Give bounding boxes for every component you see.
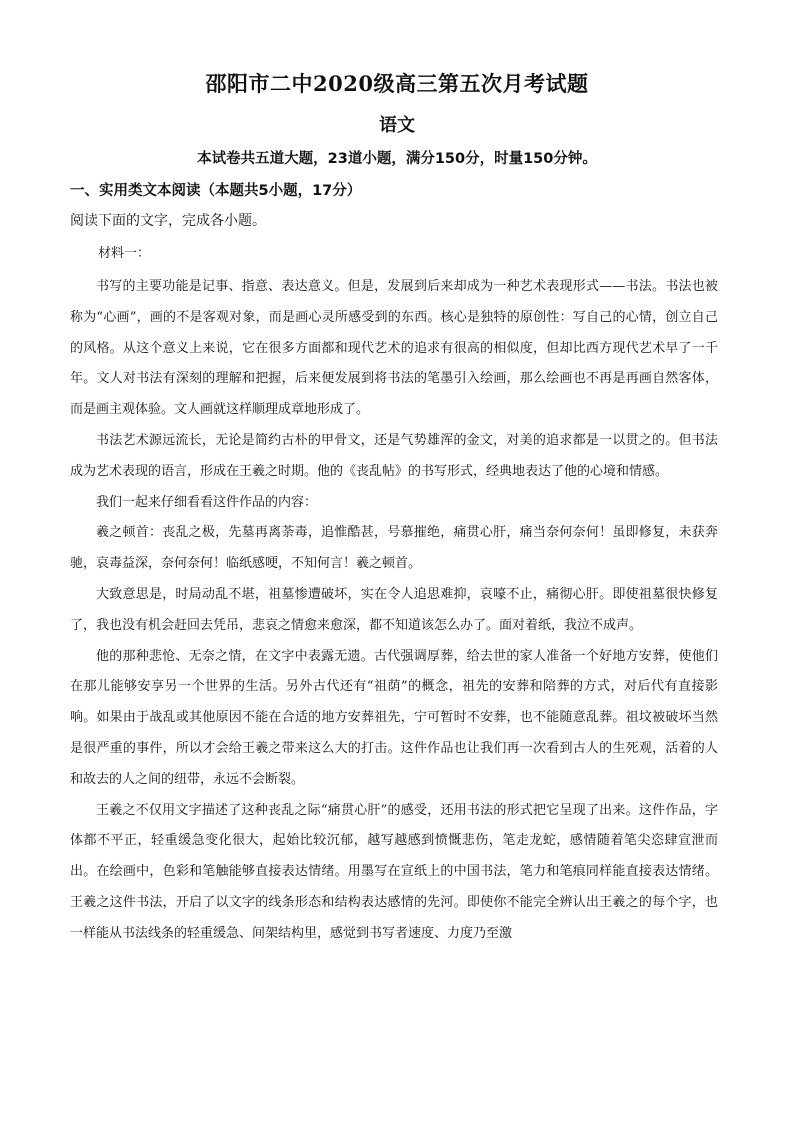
passage-paragraph: 书写的主要功能是记事、指意、表达意义。但是，发展到后来却成为一种艺术表现形式——书法。书法也被称为“心画”，画的不是客观对象，而是画心灵所感受到的东西。核心是独特的原创性：写自己的心情，创立自己的风格。从这个意义上来说，它在很多方面都和现代艺术的追求有很高的相似度，但却比西方现代艺术早了一千年。文人对书法有深刻的理解和把握，后来便发展到将书法的笔墨引入绘画，那么绘画也不再是再画自然客体，而是画主观体验。文人画就这样顺理成章地形成了。 <box>70 279 718 418</box>
reading-prompt: 阅读下面的文字，完成各小题。 <box>70 213 266 229</box>
exam-instructions: 本试卷共五道大题，23道小题，满分150分，时量150分钟。 <box>197 151 597 167</box>
passage-paragraph: 羲之顿首：丧乱之极，先墓再离荼毒，追惟酷甚，号慕摧绝，痛贯心肝，痛当奈何奈何！虽即修复，未获奔驰，哀毒益深，奈何奈何！临纸感哽，不知何言！羲之顿首。 <box>70 525 718 572</box>
passage-body <box>70 272 718 950</box>
subject-heading: 语文 <box>379 115 415 136</box>
passage-paragraph: 王羲之不仅用文字描述了这种丧乱之际“痛贯心肝”的感受，还用书法的形式把它呈现了出来。这件作品，字体都不平正，轻重缓急变化很大，起始比较沉郁，越写越感到愤慨悲伤，笔走龙蛇，感情随着笔尖恣肆宣泄而出。在绘画中，色彩和笔触能够直接表达情绪。用墨写在宣纸上的中国书法，笔力和笔痕同样能直接表达情绪。王羲之这件书法，开启了以文字的线条形态和结构表达感情的先河。即使你不能完全辨认出王羲之的每个字，也一样能从书法线条的轻重缓急、间架结构里，感觉到书写者速度、力度乃至激 <box>70 802 718 941</box>
passage-paragraph: 大致意思是，时局动乱不堪，祖墓惨遭破坏，实在令人追思难抑，哀嚎不止，痛彻心肝。即使祖墓很快修复了，我也没有机会赶回去凭吊，悲哀之情愈来愈深，都不知道该怎么办了。面对着纸，我泣不成声。 <box>70 586 718 633</box>
passage-paragraph: 书法艺术源远流长，无论是简约古朴的甲骨文，还是气势雄浑的金文，对美的追求都是一以贯之的。但书法成为艺术表现的语言，形成在王羲之时期。他的《丧乱帖》的书写形式，经典地表达了他的心境和情感。 <box>70 432 718 479</box>
passage-paragraph: 他的那种悲怆、无奈之情，在文字中表露无遗。古代强调厚葬，给去世的家人准备一个好地方安葬，使他们在那儿能够安享另一个世界的生活。另外古代还有“祖荫”的概念，祖先的安葬和陪葬的方式，对后代有直接影响。如果由于战乱或其他原因不能在合适的地方安葬祖先，宁可暂时不安葬，也不能随意乱葬。祖坟被破坏当然是很严重的事件，所以才会给王羲之带来这么大的打击。这件作品也让我们再一次看到古人的生死观，活着的人和故去的人之间的纽带，永远不会断裂。 <box>70 648 718 787</box>
section-heading: 一、实用类文本阅读（本题共5小题，17分） <box>70 183 362 199</box>
material-label: 材料一： <box>98 246 151 261</box>
exam-title: 邵阳市二中2020级高三第五次月考试题 <box>205 71 589 96</box>
passage-paragraph: 我们一起来仔细看看这件作品的内容： <box>96 494 318 510</box>
